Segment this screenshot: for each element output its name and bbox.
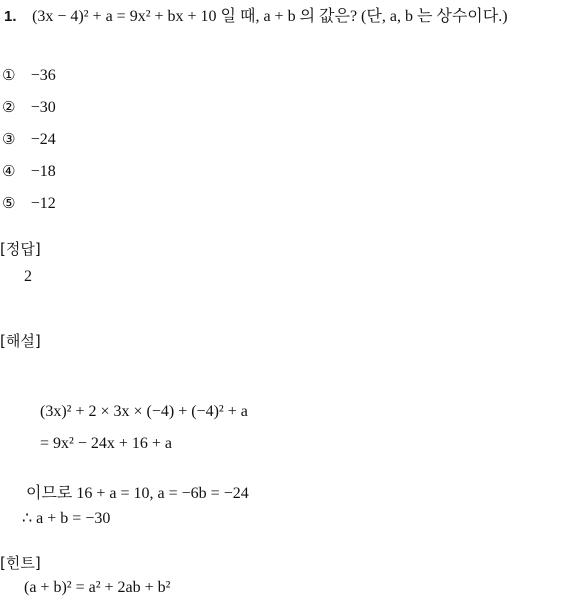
hint-label: [힌트] xyxy=(0,554,41,572)
choice-2-mark: ② xyxy=(2,98,16,116)
choice-4-value: −18 xyxy=(30,163,56,180)
hint-formula: (a + b)² = a² + 2ab + b² xyxy=(24,579,171,596)
choice-5-mark: ⑤ xyxy=(2,194,16,212)
explanation-line-3: 이므로 16 + a = 10, a = −6b = −24 xyxy=(26,485,249,502)
question-text: (3x − 4)² + a = 9x² + bx + 10 일 때, a + b 의 값은? (단, a, b 는 상수이다.) xyxy=(32,8,508,25)
choice-4-mark: ④ xyxy=(2,162,16,180)
question-number: 1. xyxy=(4,8,17,25)
choice-5[interactable] xyxy=(2,193,56,214)
choice-1-mark: ① xyxy=(2,66,16,84)
choice-5-value: −12 xyxy=(30,195,56,212)
choice-1[interactable] xyxy=(2,65,56,86)
answer-label: [정답] xyxy=(0,240,41,258)
choice-2-value: −30 xyxy=(30,99,56,116)
explanation-label: [해설] xyxy=(0,332,41,350)
choice-3-value: −24 xyxy=(30,131,56,148)
choice-1-value: −36 xyxy=(30,67,56,84)
choice-3-mark: ③ xyxy=(2,130,16,148)
choice-2[interactable] xyxy=(2,97,56,118)
answer-value: 2 xyxy=(24,268,32,285)
explanation-line-4: ∴ a + b = −30 xyxy=(22,510,111,527)
choice-4[interactable] xyxy=(2,161,56,182)
question xyxy=(4,6,508,27)
explanation-line-1: (3x)² + 2 × 3x × (−4) + (−4)² + a xyxy=(40,403,248,420)
explanation-line-2: = 9x² − 24x + 16 + a xyxy=(40,435,172,452)
choice-3[interactable] xyxy=(2,129,56,150)
